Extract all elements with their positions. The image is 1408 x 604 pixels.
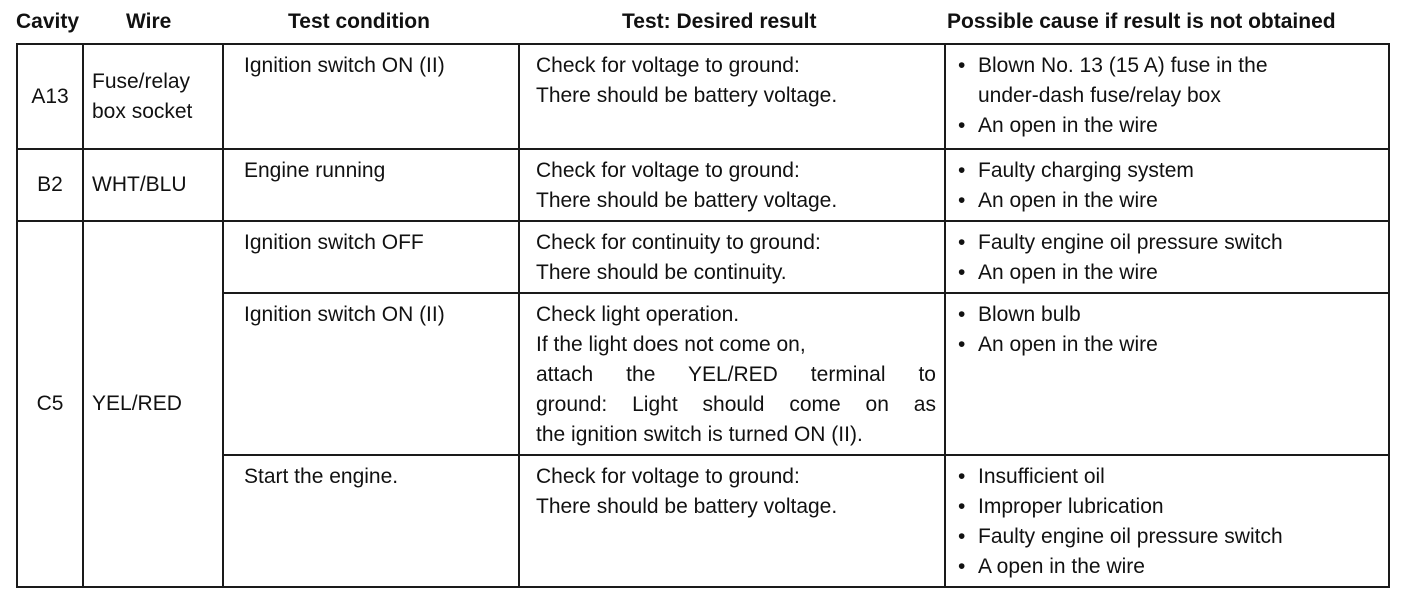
cause-item (958, 522, 1380, 552)
header-wire: Wire (126, 10, 172, 33)
result-line: There should be battery voltage. (536, 495, 838, 518)
cause-text: An open in the wire (978, 189, 1158, 212)
desired-result-cell (519, 221, 945, 293)
result-line: Check for voltage to ground: (536, 465, 800, 488)
cause-text: Blown bulb (978, 303, 1081, 326)
bullet-icon: • (958, 333, 966, 356)
bullet-icon: • (958, 465, 966, 488)
cause-item (958, 492, 1380, 522)
result-line: There should be continuity. (536, 261, 787, 284)
cause-text: An open in the wire (978, 333, 1158, 356)
wire-cell (83, 221, 223, 587)
cause-text: An open in the wire (978, 261, 1158, 284)
test-condition-text: Ignition switch ON (II) (244, 303, 445, 326)
cause-item (958, 258, 1380, 288)
table-row-c5-on (17, 293, 1389, 455)
cause-text: Faulty engine oil pressure switch (978, 525, 1283, 548)
bullet-icon: • (958, 189, 966, 212)
cause-item (958, 300, 1380, 330)
cause-text: A open in the wire (978, 555, 1145, 578)
cause-text: Insufficient oil (978, 465, 1105, 488)
table-row-b2 (17, 149, 1389, 221)
test-condition-text: Engine running (244, 159, 386, 182)
header-possible-cause: Possible cause if result is not obtained (947, 10, 1336, 33)
possible-cause-cell (945, 455, 1389, 587)
result-line: attach the YEL/RED terminal to (536, 363, 936, 386)
cavity-label: A13 (31, 84, 69, 108)
desired-result-cell (519, 149, 945, 221)
wire-cell (83, 149, 223, 221)
test-condition-cell (223, 293, 519, 455)
cause-text: An open in the wire (978, 114, 1158, 137)
result-line: If the light does not come on, (536, 333, 806, 356)
bullet-icon: • (958, 525, 966, 548)
bullet-icon: • (958, 114, 966, 137)
bullet-icon: • (958, 54, 966, 77)
result-line: Check for continuity to ground: (536, 231, 821, 254)
test-condition-text: Start the engine. (244, 465, 399, 488)
cause-text: Faulty engine oil pressure switch (978, 231, 1283, 254)
cause-item (958, 330, 1380, 360)
wire-label-line: Fuse/relay (92, 69, 191, 93)
table-row-c5-off (17, 221, 1389, 293)
cause-item (958, 228, 1380, 258)
wire-cell (83, 44, 223, 149)
result-line: Check light operation. (536, 303, 740, 326)
diagnostic-table (16, 43, 1390, 588)
result-line: There should be battery voltage. (536, 84, 838, 107)
cavity-label: C5 (36, 392, 64, 415)
cause-item (958, 111, 1380, 141)
cavity-cell (17, 149, 83, 221)
desired-result-cell (519, 455, 945, 587)
cause-item (958, 186, 1380, 216)
test-condition-text: Ignition switch OFF (244, 231, 424, 254)
bullet-icon: • (958, 555, 966, 578)
bullet-icon: • (958, 261, 966, 284)
table-row-c5-start (17, 455, 1389, 587)
possible-cause-cell (945, 293, 1389, 455)
test-condition-cell (223, 455, 519, 587)
result-line: Check for voltage to ground: (536, 54, 800, 77)
cause-item-continued: under-dash fuse/relay box (978, 84, 1221, 107)
possible-cause-cell (945, 221, 1389, 293)
cause-text: Faulty charging system (978, 159, 1194, 182)
cavity-cell (17, 221, 83, 587)
bullet-icon: • (958, 231, 966, 254)
cavity-cell (17, 44, 83, 149)
wire-label-line: YEL/RED (92, 392, 182, 415)
result-line: There should be battery voltage. (536, 189, 838, 212)
desired-result-cell (519, 44, 945, 149)
cause-item (958, 156, 1380, 186)
cause-text: Blown No. 13 (15 A) fuse in the (978, 54, 1268, 77)
cause-text: Improper lubrication (978, 495, 1164, 518)
cause-item (958, 462, 1380, 492)
result-line: the ignition switch is turned ON (II). (536, 423, 863, 446)
cause-item (958, 552, 1380, 582)
header-desired-result: Test: Desired result (622, 10, 817, 33)
possible-cause-cell (945, 44, 1389, 149)
desired-result-cell (519, 293, 945, 455)
table-row-a13 (17, 44, 1389, 149)
bullet-icon: • (958, 303, 966, 326)
bullet-icon: • (958, 495, 966, 518)
possible-cause-cell (945, 149, 1389, 221)
cause-item (958, 51, 1380, 81)
test-condition-text: Ignition switch ON (II) (244, 54, 445, 77)
result-line: ground: Light should come on as (536, 393, 936, 416)
cavity-label: B2 (37, 173, 63, 196)
result-line: Check for voltage to ground: (536, 159, 800, 182)
column-headers (16, 8, 1388, 38)
header-test-condition: Test condition (288, 10, 430, 33)
wire-label-line: WHT/BLU (92, 173, 187, 196)
wire-label-line: box socket (92, 99, 193, 123)
test-condition-cell (223, 221, 519, 293)
test-condition-cell (223, 44, 519, 149)
header-cavity: Cavity (16, 10, 80, 33)
bullet-icon: • (958, 159, 966, 182)
test-condition-cell (223, 149, 519, 221)
